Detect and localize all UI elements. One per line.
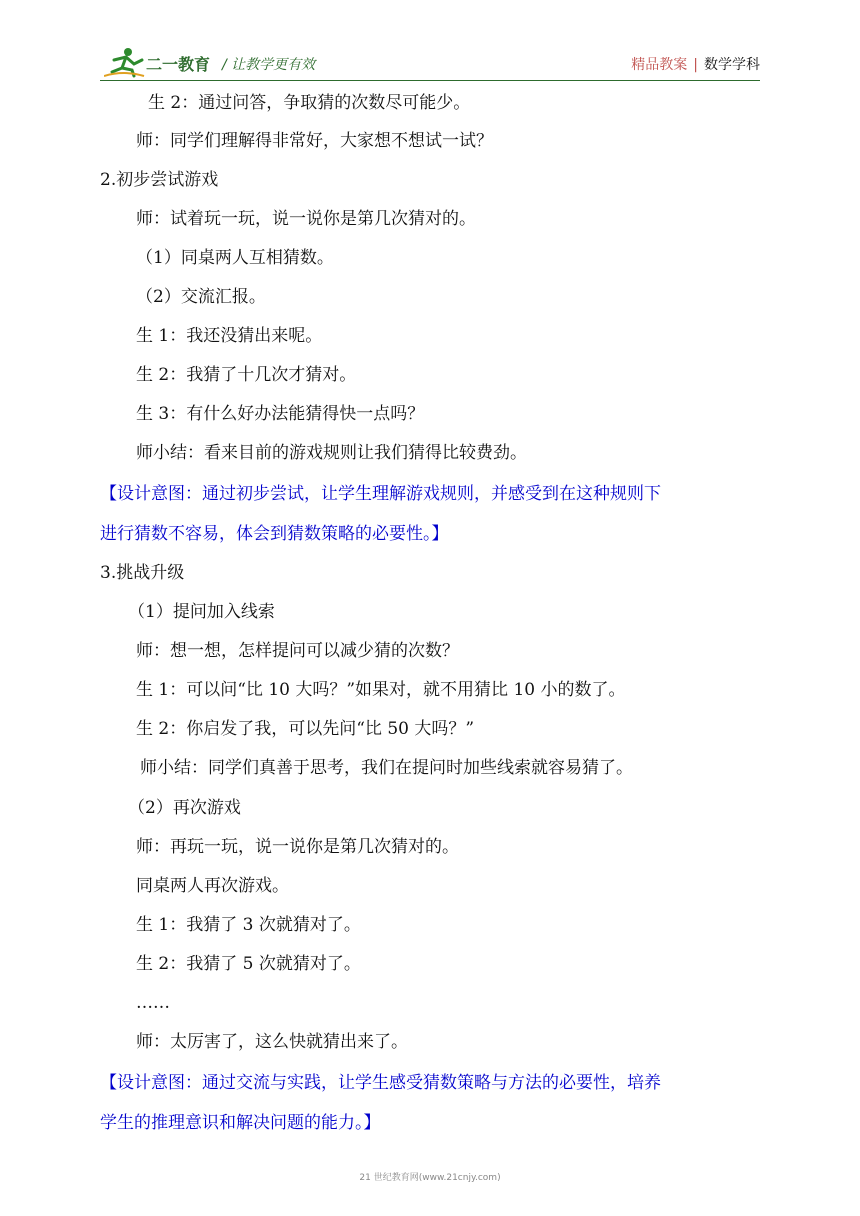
- text-line: 师：试着玩一玩，说一说你是第几次猜对的。: [136, 209, 476, 229]
- text-line: 生 2：我猜了十几次才猜对。: [136, 365, 357, 385]
- text-line: 生 2：我猜了 5 次就猜对了。: [136, 954, 361, 974]
- running-figure-icon: [104, 48, 144, 76]
- header-subject: 数学学科: [704, 57, 760, 73]
- page-footer: 21 世纪教育网(www.21cnjy.com): [359, 1173, 501, 1183]
- text-line: 师小结：同学们真善于思考，我们在提问时加些线索就容易猜了。: [140, 758, 633, 778]
- text-line: 生 1：我还没猜出来呢。: [136, 326, 323, 346]
- logo-text: 二一教育: [146, 55, 211, 74]
- text-line: 同桌两人再次游戏。: [136, 876, 289, 896]
- design-intent-line: 学生的推理意识和解决问题的能力。】: [100, 1113, 381, 1133]
- header-tag: 精品教案: [631, 57, 688, 73]
- text-line: 师：太厉害了，这么快就猜出来了。: [136, 1032, 408, 1052]
- ellipsis-line: ……: [136, 993, 170, 1013]
- section-heading: 2.初步尝试游戏: [100, 170, 219, 190]
- text-line: 生 2：你启发了我，可以先问“比 50 大吗？”: [136, 719, 475, 739]
- text-line: （2）交流汇报。: [136, 287, 266, 307]
- header-slogan: / 让教学更有效: [222, 57, 316, 73]
- text-line: （1）提问加入线索: [128, 602, 275, 622]
- text-line: （2）再次游戏: [128, 798, 241, 818]
- page-header: [0, 0, 860, 80]
- header-right: [631, 54, 760, 74]
- header-separator: |: [693, 57, 698, 73]
- text-line: 师小结：看来目前的游戏规则让我们猜得比较费劲。: [136, 443, 527, 463]
- text-line: 师：再玩一玩，说一说你是第几次猜对的。: [136, 837, 459, 857]
- text-line: 生 3：有什么好办法能猜得快一点吗？: [136, 404, 425, 424]
- section-heading: 3.挑战升级: [100, 563, 185, 583]
- text-line: 生 2：通过问答，争取猜的次数尽可能少。: [148, 93, 471, 113]
- text-line: 生 1：我猜了 3 次就猜对了。: [136, 915, 361, 935]
- design-intent-line: 【设计意图：通过交流与实践，让学生感受猜数策略与方法的必要性，培养: [100, 1073, 661, 1093]
- text-line: （1）同桌两人互相猜数。: [136, 248, 334, 268]
- text-line: 师：同学们理解得非常好，大家想不想试一试？: [136, 131, 493, 151]
- design-intent-line: 【设计意图：通过初步尝试，让学生理解游戏规则，并感受到在这种规则下: [100, 484, 661, 504]
- text-line: 生 1：可以问“比 10 大吗？”如果对，就不用猜比 10 小的数了。: [136, 680, 626, 700]
- design-intent-line: 进行猜数不容易，体会到猜数策略的必要性。】: [100, 524, 449, 544]
- text-line: 师：想一想，怎样提问可以减少猜的次数？: [136, 641, 459, 661]
- header-divider: [100, 80, 760, 81]
